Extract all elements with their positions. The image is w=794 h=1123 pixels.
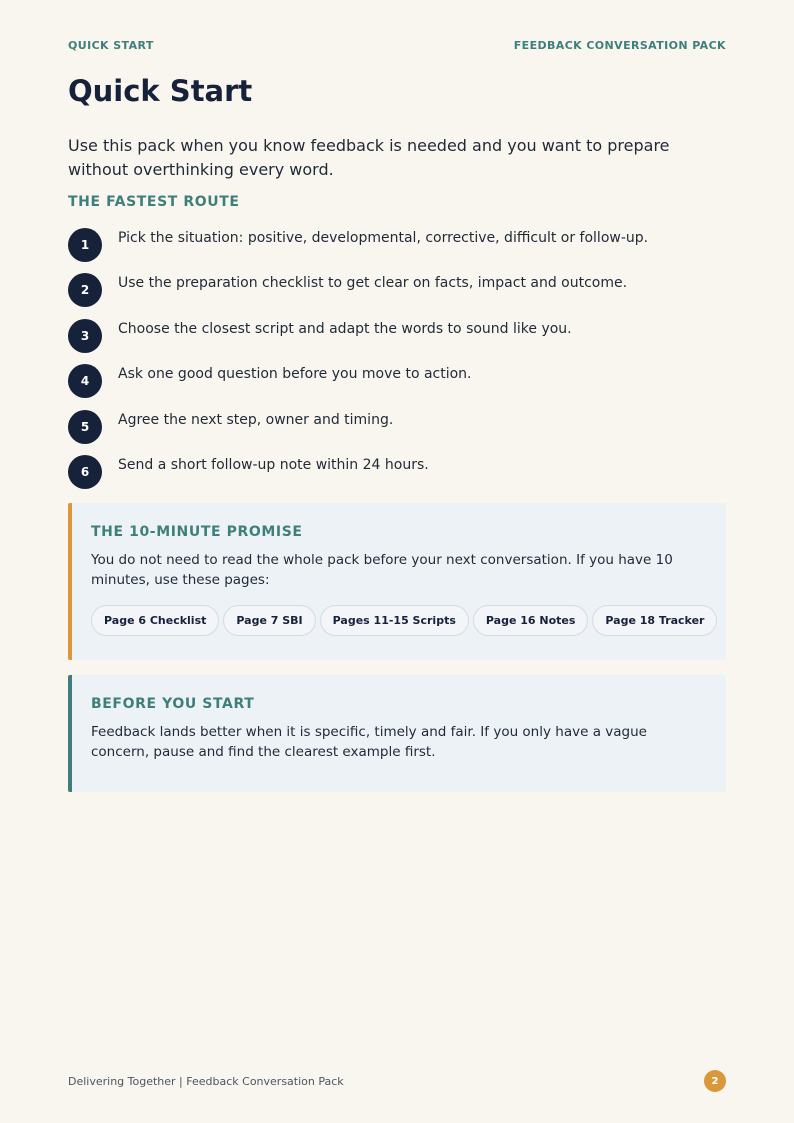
page bbox=[68, 0, 726, 1123]
chip-tracker[interactable]: Page 18 Tracker bbox=[592, 605, 717, 636]
step-number-badge: 6 bbox=[68, 455, 102, 489]
step-number-badge: 2 bbox=[68, 273, 102, 307]
step-item bbox=[68, 319, 726, 364]
step-text: Use the preparation checklist to get clear on facts, impact and outcome. bbox=[118, 275, 628, 292]
page-chips bbox=[91, 605, 706, 636]
step-text: Ask one good question before you move to action. bbox=[118, 366, 472, 383]
header-document-label: FEEDBACK CONVERSATION PACK bbox=[513, 39, 726, 52]
footer-text: Delivering Together | Feedback Conversation Pack bbox=[68, 1075, 344, 1088]
step-text: Agree the next step, owner and timing. bbox=[118, 411, 394, 428]
page-title: Quick Start bbox=[68, 74, 253, 108]
promise-title: THE 10-MINUTE PROMISE bbox=[91, 524, 303, 540]
ten-minute-promise-callout bbox=[68, 503, 726, 660]
chip-scripts[interactable]: Pages 11-15 Scripts bbox=[320, 605, 469, 636]
step-number-badge: 5 bbox=[68, 410, 102, 444]
chip-notes[interactable]: Page 16 Notes bbox=[473, 605, 589, 636]
step-item bbox=[68, 228, 726, 273]
before-you-start-callout bbox=[68, 675, 726, 792]
intro-paragraph: Use this pack when you know feedback is needed and you want to prepare without overthinking every word. bbox=[68, 136, 670, 179]
promise-body: You do not need to read the whole pack before your next conversation. If you have 10 minutes, use these pages: bbox=[91, 552, 673, 588]
step-item bbox=[68, 273, 726, 318]
before-title: BEFORE YOU START bbox=[91, 696, 255, 712]
before-body: Feedback lands better when it is specific, timely and fair. If you only have a vague concern, pause and find the clearest example first. bbox=[91, 724, 647, 760]
step-item bbox=[68, 364, 726, 409]
step-text: Send a short follow-up note within 24 hours. bbox=[118, 456, 429, 473]
step-text: Choose the closest script and adapt the words to sound like you. bbox=[118, 320, 572, 337]
step-number-badge: 1 bbox=[68, 228, 102, 262]
header-section-label: QUICK START bbox=[68, 39, 154, 52]
page-number-badge: 2 bbox=[704, 1070, 726, 1092]
step-text: Pick the situation: positive, developmental, corrective, difficult or follow-up. bbox=[118, 230, 649, 246]
steps-list bbox=[68, 228, 726, 500]
running-header bbox=[68, 39, 726, 52]
step-item bbox=[68, 455, 726, 500]
chip-checklist[interactable]: Page 6 Checklist bbox=[91, 605, 219, 636]
fastest-route-heading: THE FASTEST ROUTE bbox=[68, 194, 240, 210]
step-number-badge: 3 bbox=[68, 319, 102, 353]
step-number-badge: 4 bbox=[68, 364, 102, 398]
step-item bbox=[68, 410, 726, 455]
chip-sbi[interactable]: Page 7 SBI bbox=[223, 605, 315, 636]
